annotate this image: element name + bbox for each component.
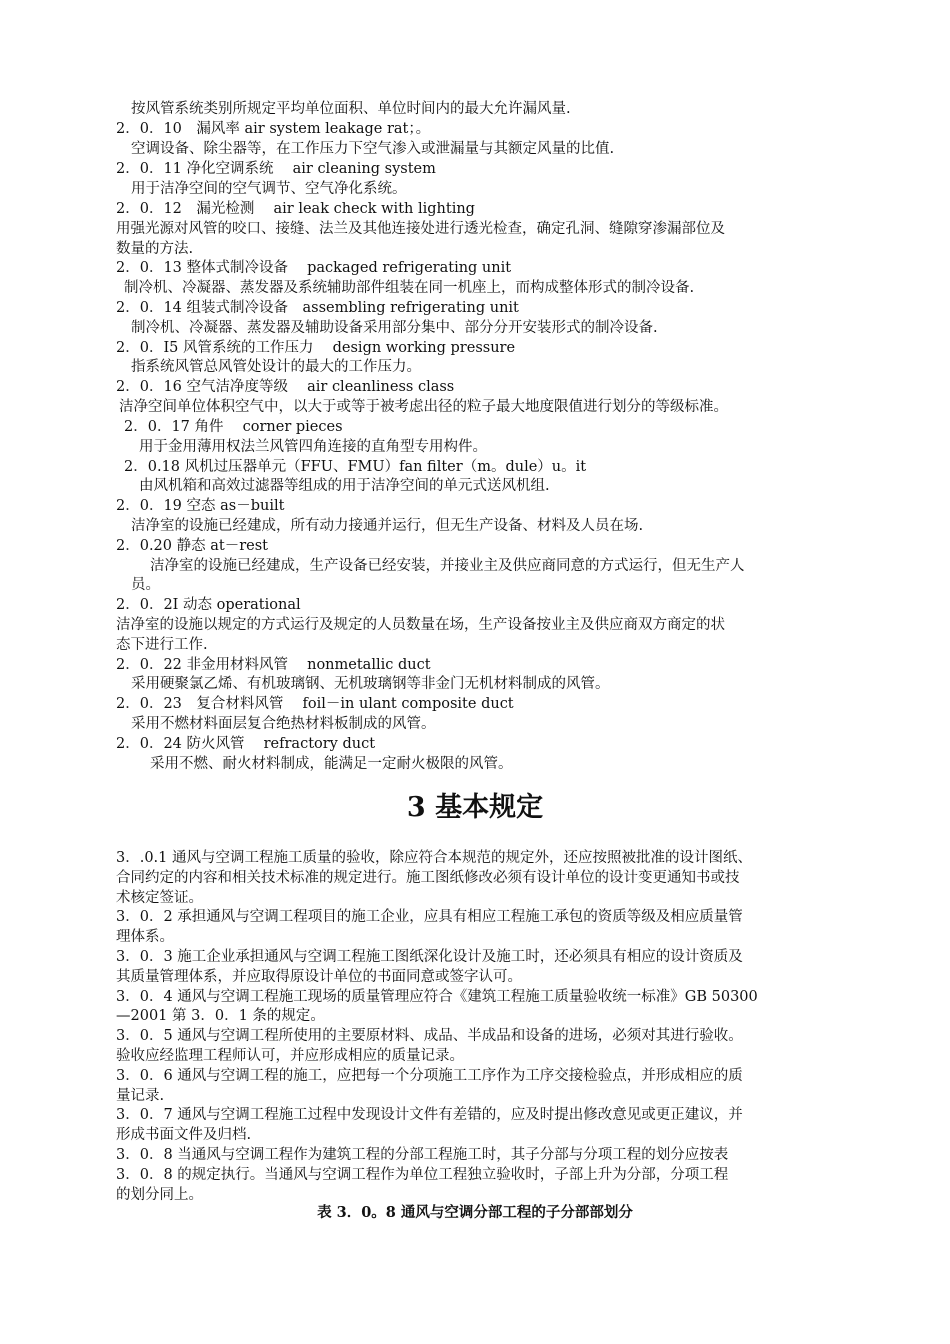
definition-line: 采用硬聚氯乙烯、有机玻璃钢、无机玻璃钢等非金门无机材料制成的风管。 [131,676,610,692]
paragraph-line: 3．0．7 通风与空调工程施工过程中发现设计文件有差错的，应及时提出修改意见或更正建议，并 [116,1107,743,1123]
definition-term: 2．0．17 角件 corner pieces [124,419,343,435]
definition-term: 2．0．24 防火风管 refractory duct [116,736,376,752]
definition-line: 制冷机、冷凝器、蒸发器及系统辅助部件组装在同一机座上，而构成整体形式的制冷设备. [124,280,695,296]
definition-line: 洁净室的设施以规定的方式运行及规定的人员数量在场，生产设备按业主及供应商双方商定的状 [116,617,725,633]
paragraph-line: 其质量管理体系，并应取得原设计单位的书面同意或签字认可。 [116,969,522,985]
definition-line: 用于金用薄用权法兰风管四角连接的直角型专用构件。 [139,439,487,455]
section-title: 3 基本规定 [406,792,544,823]
definition-term: 2．0．22 非金用材料风管 nonmetallic duct [116,657,431,673]
definition-line: 制冷机、冷凝器、蒸发器及辅助设备采用部分集中、部分分开安装形式的制冷设备. [131,320,658,336]
definition-term: 2．0．19 空态 as－built [116,498,285,514]
definition-term: 2．0．23 复合材料风管 foil－in ulant composite duct [116,696,514,712]
definition-line: 采用不燃、耐火材料制成，能满足一定耐火极限的风管。 [150,756,513,772]
definition-term: 2．0．I5 风管系统的工作压力 design working pressure [116,340,516,356]
definition-term: 2．0．14 组装式制冷设备 assembling refrigerating unit [116,300,519,316]
paragraph-line: 验收应经监理工程师认可，并应形成相应的质量记录。 [116,1048,464,1064]
paragraph-line: 的划分同上。 [116,1187,203,1203]
definition-line: 洁净室的设施已经建成，生产设备已经安装，并接业主及供应商同意的方式运行，但无生产人 [150,558,745,574]
paragraph-line: 3．0．4 通风与空调工程施工现场的质量管理应符合《建筑工程施工质量验收统一标准》GB 50300 [116,989,758,1005]
definition-line: 数量的方法. [116,241,194,257]
paragraph-line: 量记录. [116,1088,165,1104]
definition-term: 2．0．12 漏光检测 air leak check with lighting [116,201,475,217]
paragraph-line: 形成书面文件及归档. [116,1127,252,1143]
definition-line: 采用不燃材料面层复合绝热材料板制成的风管。 [131,716,436,732]
paragraph-line: 3．.0.1 通风与空调工程施工质量的验收，除应符合本规范的规定外，还应按照被批准的设计图纸、 [116,850,752,866]
definition-term: 2．0．11 净化空调系统 air cleaning system [116,161,436,177]
paragraph-line: 3．0．2 承担通风与空调工程项目的施工企业，应具有相应工程施工承包的资质等级及相应质量管 [116,909,743,925]
paragraph-line: —2001 第 3．0．1 条的规定。 [116,1008,325,1024]
definition-line: 按风管系统类别所规定平均单位面积、单位时间内的最大允许漏风量. [131,101,571,117]
definition-term: 2．0．10 漏风率 air system leakage rat；。 [116,121,431,137]
paragraph-line: 合同约定的内容和相关技术标准的规定进行。施工图纸修改必须有设计单位的设计变更通知书或技 [116,870,740,886]
definition-term: 2．0．13 整体式制冷设备 packaged refrigerating unit [116,260,512,276]
definition-term: 2．0.20 静态 at－rest [116,538,268,554]
paragraph-line: 3．0．8 的规定执行。当通风与空调工程作为单位工程独立验收时，子部上升为分部，分项工程 [116,1167,729,1183]
definition-term: 2．0．16 空气洁净度等级 air cleanliness class [116,379,455,395]
paragraph-line: 理体系。 [116,929,174,945]
definition-term: 2．0.18 风机过压器单元（FFU、FMU）fan filter（m。dule）u。it [124,459,587,475]
paragraph-line: 3．0．6 通风与空调工程的施工，应把每一个分项施工工序作为工序交接检验点，并形成相应的质 [116,1068,743,1084]
paragraph-line: 3．0．5 通风与空调工程所使用的主要原材料、成品、半成品和设备的进场，必须对其进行验收。 [116,1028,743,1044]
table-caption: 表 3．0。8 通风与空调分部工程的子分部部划分 [317,1204,633,1221]
paragraph-line: 3．0．8 当通风与空调工程作为建筑工程的分部工程施工时，其子分部与分项工程的划分应按表 [116,1147,729,1163]
definition-line: 态下进行工作. [116,637,208,653]
paragraph-line: 术核定签证。 [116,890,203,906]
definition-line: 洁净室的设施已经建成，所有动力接通并运行，但无生产设备、材料及人员在场. [131,518,644,534]
definition-line: 空调设备、除尘器等，在工作压力下空气渗入或泄漏量与其额定风量的比值. [131,141,615,157]
definition-line: 员。 [131,577,160,593]
definition-line: 用于洁净空间的空气调节、空气净化系统。 [131,181,407,197]
definition-line: 由风机箱和高效过滤器等组成的用于洁净空间的单元式送风机组. [139,478,550,494]
definition-line: 指系统风管总风管处设计的最大的工作压力。 [131,359,421,375]
definition-term: 2．0．2I 动态 operational [116,597,301,613]
definition-line: 用强光源对风管的咬口、接缝、法兰及其他连接处进行透光检查，确定孔洞、缝隙穿渗漏部位及 [116,221,725,237]
definition-line: 洁净空间单位体积空气中，以大于或等于被考虑出径的粒子最大地度限值进行划分的等级标准。 [119,399,728,415]
paragraph-line: 3．0．3 施工企业承担通风与空调工程施工图纸深化设计及施工时，还必须具有相应的设计资质及 [116,949,743,965]
